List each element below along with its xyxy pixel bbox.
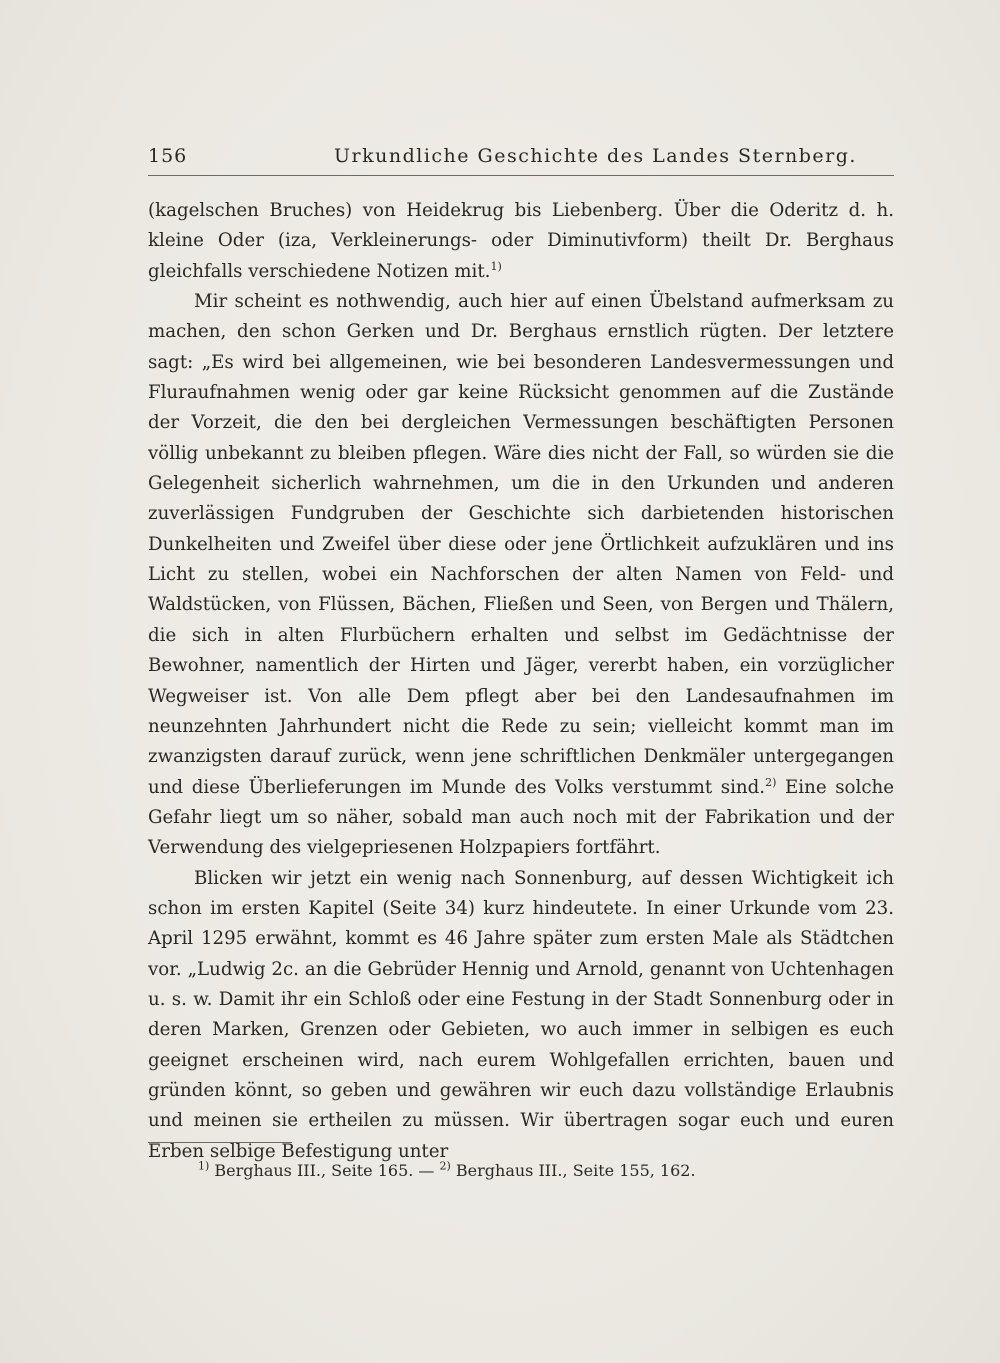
page-header [148,145,894,176]
paragraph-3-text: Blicken wir jetzt ein wenig nach Sonnenburg, auf dessen Wichtigkeit ich schon im ersten Kapitel (Seite 34) kurz hindeutete. In einer Urkunde vom 23. April 1295 erwähnt, kommt es 46 Jahre später zum ersten Male als Städtchen vor. „Ludwig 2c. an die Gebrüder Hennig und Arnold, genannt von Uchtenhagen u. s. w. Damit ihr ein Schloß oder eine Festung in der Stadt Sonnenburg oder in deren Marken, Grenzen oder Gebieten, wo auch immer in selbigen es euch geeignet erscheinen wird, nach eurem Wohlgefallen errichten, bauen und gründen könnt, so geben und gewähren wir euch dazu vollständige Erlaubnis und meinen sie ertheilen zu müssen. Wir übertragen sogar euch und euren Erben selbige Befestigung unter [148,867,894,1162]
footnotes [198,1160,888,1182]
footnote-2-text: Berghaus III., Seite 155, 162. [455,1161,696,1180]
paragraph-1-text: (kagelschen Bruches) von Heidekrug bis Liebenberg. Über die Oderitz d. h. kleine Oder (iza, Verkleinerungs- oder Diminutivform) theilt Dr. Berghaus gleichfalls verschiedene Notizen mit. [148,200,894,282]
paragraph-1 [148,196,894,287]
footnote-divider [148,1142,292,1143]
paragraph-2-continuation: Eine solche Gefahr liegt um so näher, sobald man auch noch mit der Fabrikation und der Verwendung des vielgepriesenen Holzpapiers fortfährt. [148,776,894,859]
page-number: 156 [148,145,188,167]
running-title: Urkundliche Geschichte des Landes Sternberg. [334,145,857,167]
paragraph-2 [148,287,894,864]
body-text [148,196,894,1167]
footnote-mark-2: 2) [439,1159,451,1173]
paragraph-3 [148,864,894,1167]
footnote-ref-1: 1) [490,259,502,273]
footnote-1-text: Berghaus III., Seite 165. — [214,1161,435,1180]
paragraph-2-text: Mir scheint es nothwendig, auch hier auf einen Übelstand aufmerksam zu machen, den schon Gerken und Dr. Berghaus ernstlich rügten. Der letztere sagt: „Es wird bei allgemeinen, wie bei besonderen Landesvermessungen und Fluraufnahmen wenig oder gar keine Rücksicht genommen auf die Zustände der Vorzeit, die den bei dergleichen Vermessungen beschäftigten Personen völlig unbekannt zu bleiben pflegen. Wäre dies nicht der Fall, so würden sie die Gelegenheit sicherlich wahrnehmen, um die in den Urkunden und anderen zuverlässigen Fundgruben der Geschichte sich darbietenden historischen Dunkelheiten und Zweifel über diese oder jene Örtlichkeit aufzuklären und ins Licht zu stellen, wobei ein Nachforschen der alten Namen von Feld- und Waldstücken, von Flüssen, Bächen, Fließen und Seen, von Bergen und Thälern, die sich in alten Flurbüchern erhalten und selbst im Gedächtnisse der Bewohner, namentlich der Hirten und Jäger, vererbt haben, ein vorzüglicher Wegweiser ist. Von alle Dem pflegt aber bei den Landesaufnahmen im neunzehnten Jahrhundert nicht die Rede zu sein; vielleicht kommt man im zwanzigsten darauf zurück, wenn jene schriftlichen Denkmäler untergegangen und diese Überlieferungen im Munde des Volks verstummt sind. [148,291,894,798]
footnote-mark-1: 1) [198,1159,210,1173]
footnote-ref-2: 2) [765,775,777,789]
